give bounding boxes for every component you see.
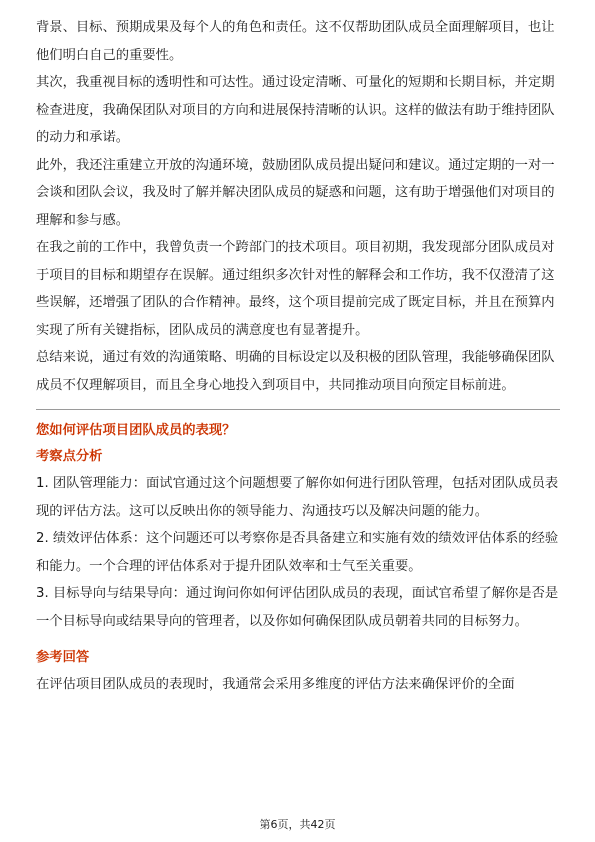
paragraph-example: 在我之前的工作中，我曾负责一个跨部门的技术项目。项目初期，我发现部分团队成员对于项目的目标和期望存在误解。通过组织多次针对性的解释会和工作坊，我不仅澄清了这些误解，还增强了团队的合作精神。最终，这个项目提前完成了既定目标，并且在预算内实现了所有关键指标，团队成员的满意度也有显著提升。 xyxy=(36,240,555,338)
paragraph-summary: 总结来说，通过有效的沟通策略、明确的目标设定以及积极的团队管理，我能够确保团队成员不仅理解项目，而且全身心地投入到项目中，共同推动项目向预定目标前进。 xyxy=(36,350,555,393)
paragraph-goals: 其次，我重视目标的透明性和可达性。通过设定清晰、可量化的短期和长期目标，并定期检查进度，我确保团队对项目的方向和进展保持清晰的认识。这样的做法有助于维持团队的动力和承诺。 xyxy=(36,75,555,145)
page-number: 第6页，共42页 xyxy=(259,818,336,831)
reference-heading: 参考回答 xyxy=(36,650,90,665)
paragraph-communication: 此外，我还注重建立开放的沟通环境，鼓励团队成员提出疑问和建议。通过定期的一对一会谈和团队会议，我及时了解并解决团队成员的疑惑和问题，这有助于增强他们对项目的理解和参与感。 xyxy=(36,157,555,228)
section-divider xyxy=(36,409,560,410)
analysis-heading: 考察点分析 xyxy=(36,449,103,464)
paragraph-roles: 背景、目标、预期成果及每个人的角色和责任。这不仅帮助团队成员全面理解项目，也让他们明白自己的重要性。 xyxy=(36,20,555,63)
analysis-point-2: 2. 绩效评估体系：这个问题还可以考察你是否具备建立和实施有效的绩效评估体系的经验和能力。一个合理的评估体系对于提升团队效率和士气至关重要。 xyxy=(36,531,559,574)
question-title: 您如何评估项目团队成员的表现？ xyxy=(36,423,236,438)
analysis-point-1: 1. 团队管理能力：面试官通过这个问题想要了解你如何进行团队管理，包括对团队成员表现的评估方法。这可以反映出你的领导能力、沟通技巧以及解决问题的能力。 xyxy=(36,476,559,519)
page-content xyxy=(36,14,560,699)
reference-answer-text: 在评估项目团队成员的表现时，我通常会采用多维度的评估方法来确保评价的全面 xyxy=(36,677,515,692)
analysis-point-3: 3. 目标导向与结果导向：通过询问你如何评估团队成员的表现，面试官希望了解你是否是一个目标导向或结果导向的管理者，以及你如何确保团队成员朝着共同的目标努力。 xyxy=(36,586,559,629)
